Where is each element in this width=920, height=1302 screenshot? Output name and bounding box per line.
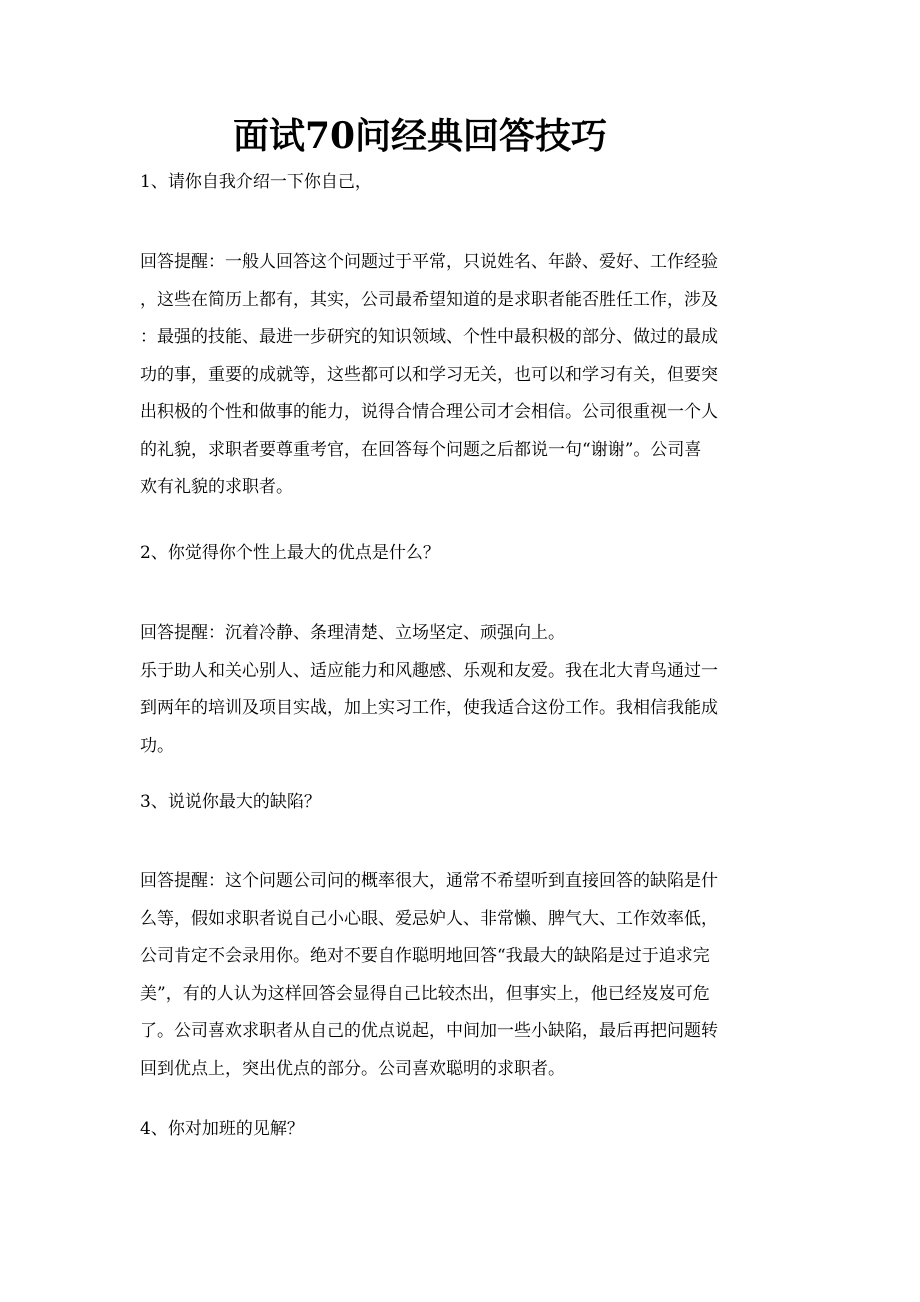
answer-line: 了。公司喜欢求职者从自己的优点说起，中间加一些小缺陷，最后再把问题转 xyxy=(140,1021,718,1041)
question-2: 2、你觉得你个性上最大的优点是什么？ xyxy=(140,543,440,563)
document-title: 面试70问经典回答技巧 xyxy=(232,115,608,157)
answer-1 xyxy=(140,244,772,507)
answer-line: 功。 xyxy=(140,735,174,756)
answer-line: 美”，有的人认为这样回答会显得自己比较杰出，但事实上，他已经岌岌可危 xyxy=(140,983,710,1004)
question-3: 3、说说你最大的缺陷？ xyxy=(140,792,321,812)
answer-line: 欢有礼貌的求职者。 xyxy=(140,477,293,497)
answer-line: ，这些在简历上都有，其实，公司最希望知道的是求职者能否胜任工作，涉及 xyxy=(140,289,718,310)
answer-2 xyxy=(140,615,772,765)
answer-line: 回答提醒：一般人回答这个问题过于平常，只说姓名、年龄、爱好、工作经验 xyxy=(140,252,718,272)
answer-line: ：最强的技能、最进一步研究的知识领域、个性中最积极的部分、做过的最成 xyxy=(140,327,718,347)
answer-line: 公司肯定不会录用你。绝对不要自作聪明地回答“我最大的缺陷是过于追求完 xyxy=(140,946,710,966)
answer-line: 功的事，重要的成就等，这些都可以和学习无关，也可以和学习有关，但要突 xyxy=(140,364,718,385)
question-1: 1、请你自我介绍一下你自己， xyxy=(140,172,372,192)
answer-line: 么等，假如求职者说自己小心眼、爱忌妒人、非常懒、脾气大、工作效率低， xyxy=(140,908,718,929)
answer-line: 的礼貌，求职者要尊重考官，在回答每个问题之后都说一句“谢谢”。公司喜 xyxy=(140,439,702,460)
answer-3 xyxy=(140,863,772,1088)
answer-line: 出积极的个性和做事的能力，说得合情合理公司才会相信。公司很重视一个人 xyxy=(140,402,718,422)
answer-line: 回到优点上，突出优点的部分。公司喜欢聪明的求职者。 xyxy=(140,1058,565,1079)
answer-line: 回答提醒：沉着冷静、条理清楚、立场坚定、顽强向上。 xyxy=(140,623,565,643)
question-4: 4、你对加班的见解？ xyxy=(140,1119,304,1139)
answer-line: 乐于助人和关心别人、适应能力和风趣感、乐观和友爱。我在北大青鸟通过一 xyxy=(140,660,718,681)
answer-line: 回答提醒：这个问题公司问的概率很大，通常不希望听到直接回答的缺陷是什 xyxy=(140,871,718,891)
answer-line: 到两年的培训及项目实战，加上实习工作，使我适合这份工作。我相信我能成 xyxy=(140,698,718,718)
